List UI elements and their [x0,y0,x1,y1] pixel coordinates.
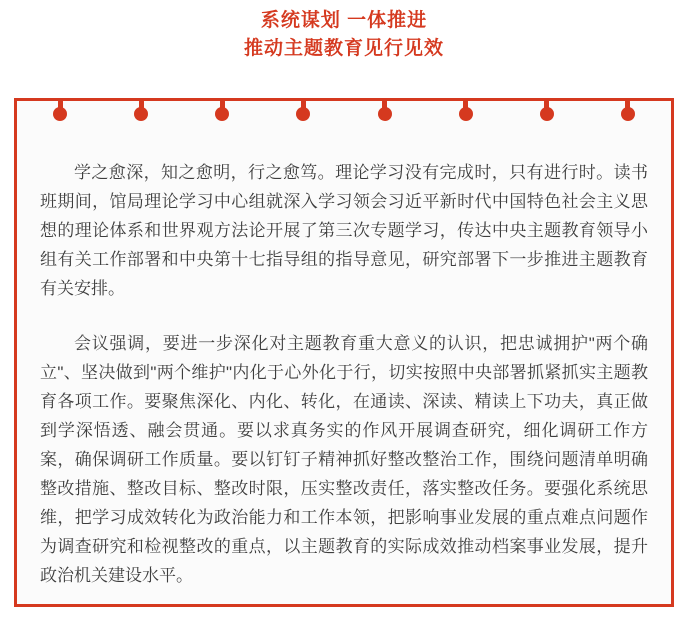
article-content [17,124,671,590]
article-paragraph: 学之愈深，知之愈明，行之愈笃。理论学习没有完成时，只有进行时。读书班期间，馆局理论学习中心组就深入学习领会习近平新时代中国特色社会主义思想的理论体系和世界观方法论开展了第三次专题学习，传达中央主题教育领导小组有关工作部署和中央第十七指导组的指导意见，研究部署下一步推进主题教育有关安排。 [40,163,648,298]
pin-icon [53,101,67,124]
pin-icon [459,101,473,124]
pin-strip [17,101,671,124]
article-paragraph: 会议强调，要进一步深化对主题教育重大意义的认识，把忠诚拥护"两个确立"、坚决做到"两个维护"内化于心外化于行，切实按照中央部署抓紧抓实主题教育各项工作。要聚焦深化、内化、转化，在通读、深读、精读上下功夫，真正做到学深悟透、融会贯通。要以求真务实的作风开展调查研究，细化调研工作方案，确保调研工作质量。要以钉钉子精神抓好整改整治工作，围绕问题清单明确整改措施、整改目标、整改时限，压实整改责任，落实整改任务。要强化系统思维，把学习成效转化为政治能力和工作本领，把影响事业发展的重点难点问题作为调查研究和检视整改的重点，以主题教育的实际成效推动档案事业发展，提升政治机关建设水平。 [40,334,648,585]
page-title-line-2: 推动主题教育见行见效 [243,38,444,59]
page-title-line-1: 系统谋划 一体推进 [260,10,428,31]
pin-icon [134,101,148,124]
pin-icon [378,101,392,124]
pin-icon [215,101,229,124]
pin-icon [296,101,310,124]
article-panel [14,98,674,607]
pin-icon [540,101,554,124]
page-header [0,0,688,63]
pin-icon [621,101,635,124]
